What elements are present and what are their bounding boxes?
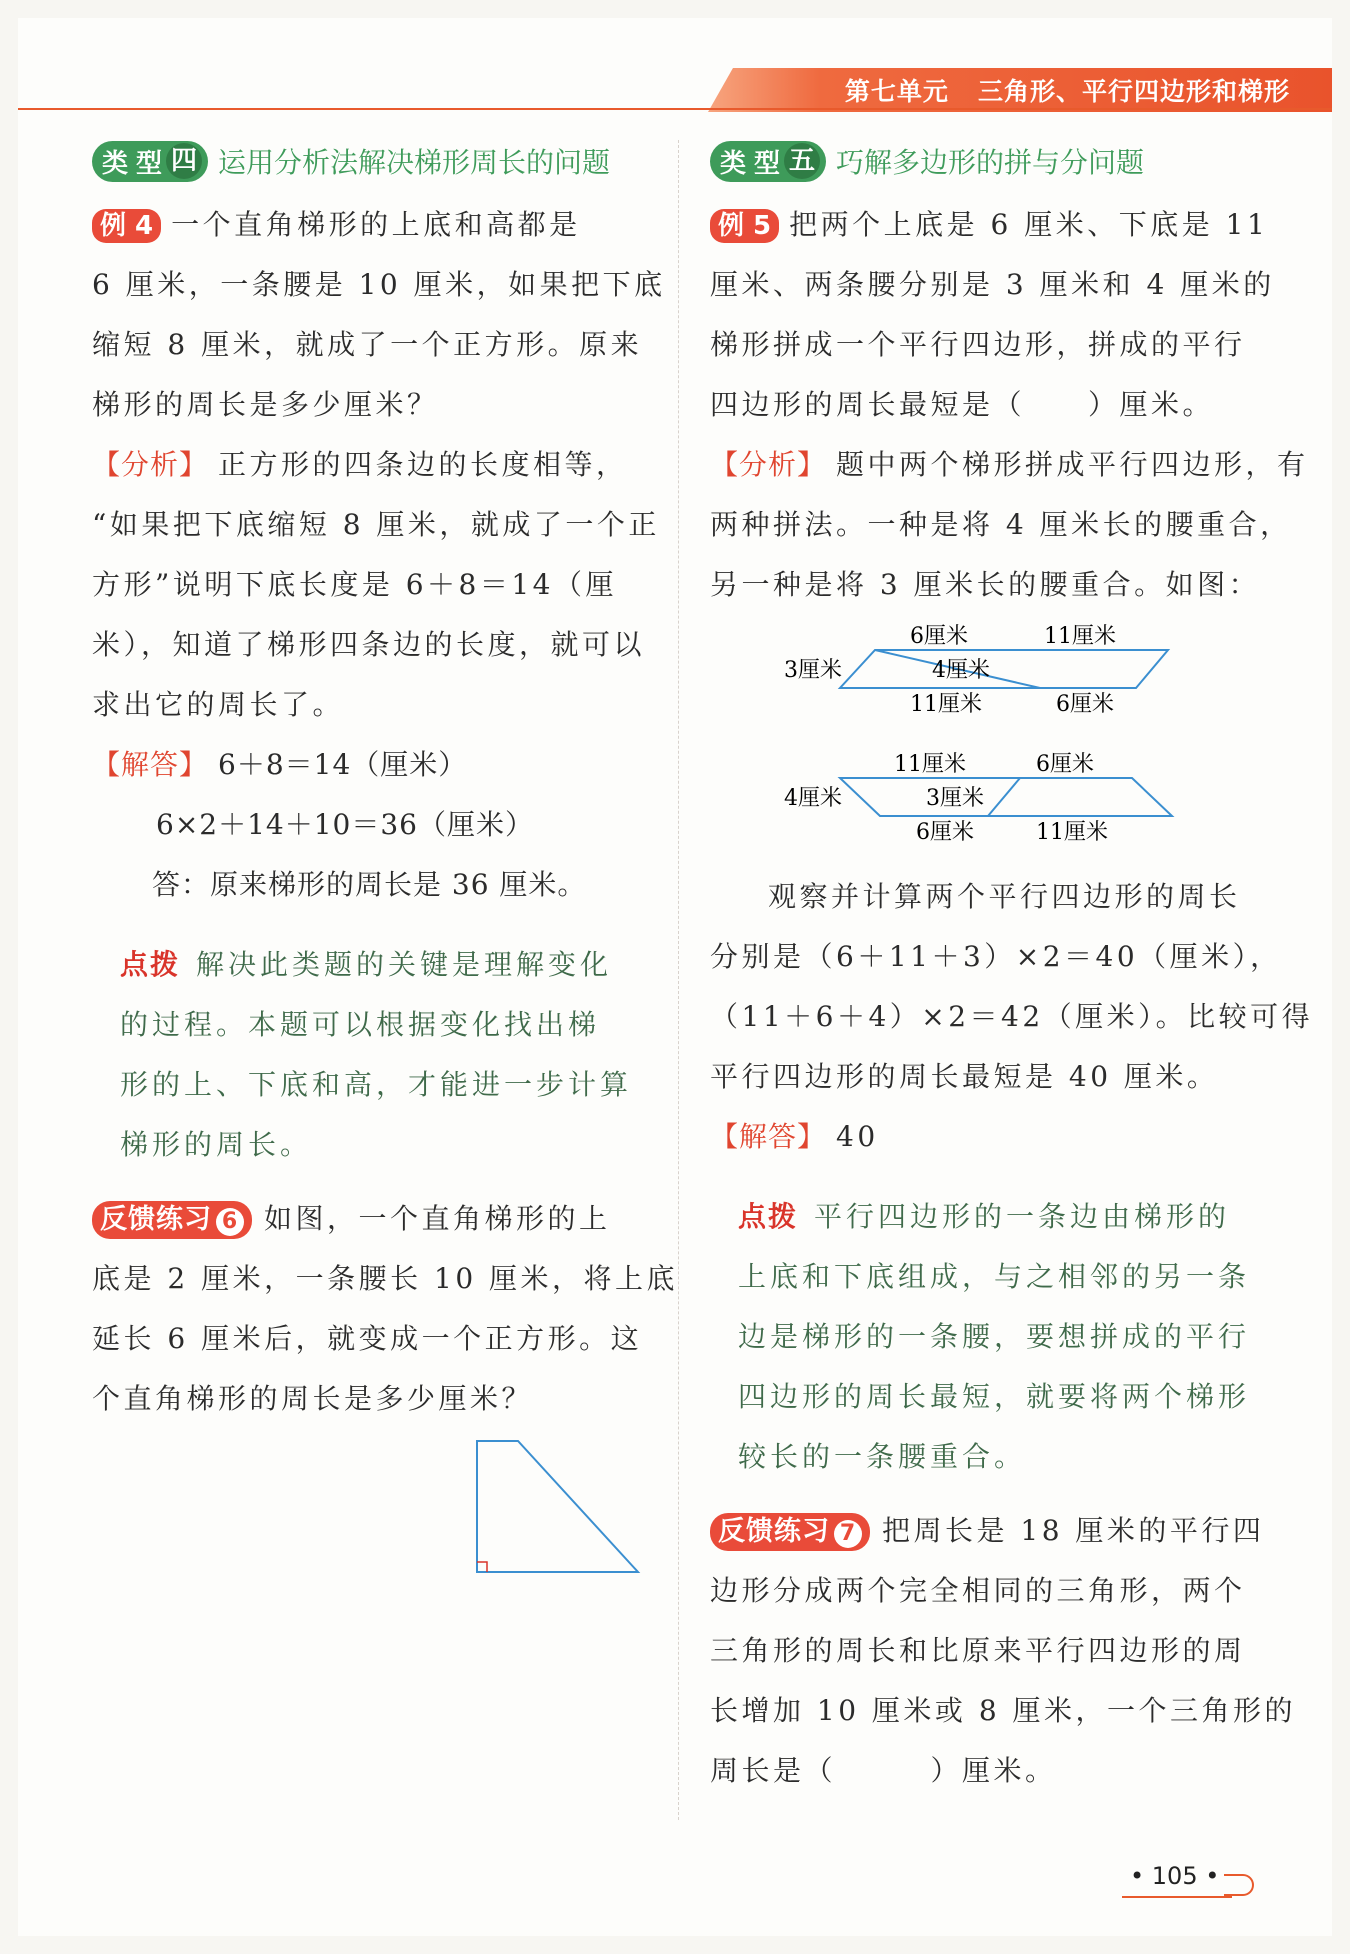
fig1-label-top-left: 6厘米 bbox=[910, 624, 968, 649]
type-title-4 bbox=[92, 135, 652, 187]
fig1-label-left: 3厘米 bbox=[784, 658, 842, 683]
chapter-title: 三角形、平行四边形和梯形 bbox=[977, 77, 1290, 106]
type-title-5 bbox=[710, 135, 1270, 187]
parallelogram-figure-2 bbox=[784, 752, 1172, 845]
fig1-label-bottom-left: 11厘米 bbox=[910, 692, 982, 717]
answer-tag: 【解答】 bbox=[710, 1120, 827, 1153]
unit-label: 第七单元 bbox=[844, 77, 949, 106]
example-5: 例 5 把两个上底是 6 厘米、下底是 11 厘米、两条腰分别是 3 厘米和 4 厘米的 梯形拼成一个平行四边形，拼成的平行 四边形的周长最短是（ ）厘米。 bbox=[710, 208, 1275, 421]
type-title-text: 巧解多边形的拼与分问题 bbox=[836, 146, 1145, 179]
feedback-tag: 反馈练习 7 bbox=[710, 1513, 870, 1551]
fig2-label-top-right: 6厘米 bbox=[1036, 752, 1094, 777]
parallelogram-figures bbox=[710, 615, 1270, 905]
answer-tag: 【解答】 bbox=[92, 748, 209, 781]
feedback-tag: 反馈练习 6 bbox=[92, 1201, 252, 1239]
fig2-label-left: 4厘米 bbox=[784, 786, 842, 811]
type-pill: 类 型 四 bbox=[92, 141, 208, 182]
tip-4: 点拨 解决此类题的关键是理解变化 的过程。本题可以根据变化找出梯 形的上、下底和高，才能进一步计算 梯形的周长。 bbox=[120, 948, 633, 1161]
answer-value: 40 bbox=[836, 1120, 879, 1153]
tip-tag: 点拨 bbox=[738, 1200, 799, 1233]
page-number-hook bbox=[1224, 1874, 1254, 1896]
analysis-tag: 【分析】 bbox=[710, 448, 827, 481]
type-title-text: 运用分析法解决梯形周长的问题 bbox=[218, 146, 611, 179]
right-angle-mark bbox=[477, 1562, 487, 1572]
fig2-label-bottom-left: 6厘米 bbox=[916, 820, 974, 845]
trapezoid-shape bbox=[477, 1441, 638, 1572]
fig2-label-middle: 3厘米 bbox=[926, 786, 984, 811]
fig1-label-bottom-right: 6厘米 bbox=[1056, 692, 1114, 717]
tip-tag: 点拨 bbox=[120, 948, 181, 981]
right-column bbox=[710, 135, 1314, 1801]
header-title bbox=[845, 72, 1290, 108]
page-number: • 105 • bbox=[1130, 1862, 1220, 1890]
example-tag: 例 4 bbox=[92, 209, 161, 243]
fig1-label-top-right: 11厘米 bbox=[1044, 624, 1116, 649]
type-pill: 类 型 五 bbox=[710, 141, 826, 182]
feedback-7: 反馈练习 7 把周长是 18 厘米的平行四 边形分成两个完全相同的三角形，两个 三角形的周长和比原来平行四边形的周 长增加 10 厘米或 8 厘米，一个三角形的 周长是（ ）厘米。 bbox=[710, 1514, 1297, 1787]
analysis-tag: 【分析】 bbox=[92, 448, 209, 481]
fig1-label-middle: 4厘米 bbox=[932, 658, 990, 683]
parallelogram-figure-1 bbox=[784, 624, 1168, 717]
right-trapezoid-figure bbox=[92, 1429, 652, 1619]
observation: 观察并计算两个平行四边形的周长 分别是（6＋11＋3）×2＝40（厘米）， （11＋6＋4）×2＝42（厘米）。比较可得 平行四边形的周长最短是 40 厘米。 bbox=[710, 880, 1314, 1093]
fig2-label-bottom-right: 11厘米 bbox=[1036, 820, 1108, 845]
feedback-6: 反馈练习 6 如图，一个直角梯形的上 底是 2 厘米，一条腰长 10 厘米，将上底 延长 6 厘米后，就变成一个正方形。这 个直角梯形的周长是多少厘米？ bbox=[92, 1202, 679, 1415]
tip-5: 点拨 平行四边形的一条边由梯形的 上底和下底组成，与之相邻的另一条 边是梯形的一条腰，要想拼成的平行 四边形的周长最短，就要将两个梯形 较长的一条腰重合。 bbox=[738, 1200, 1251, 1473]
analysis-5: 【分析】 题中两个梯形拼成平行四边形，有 两种拼法。一种是将 4 厘米长的腰重合， 另一种是将 3 厘米长的腰重合。如图： bbox=[710, 448, 1309, 601]
analysis-4: 【分析】 正方形的四条边的长度相等， “如果把下底缩短 8 厘米，就成了一个正 方形”说明下底长度是 6＋8＝14（厘 米），知道了梯形四条边的长度，就可以 求出它的周长了。 bbox=[92, 448, 660, 721]
page-number-rule bbox=[1122, 1896, 1232, 1898]
example-tag: 例 5 bbox=[710, 209, 779, 243]
column-divider bbox=[678, 140, 679, 1820]
header-rule bbox=[18, 108, 1332, 110]
left-column bbox=[92, 135, 679, 1619]
fig2-label-top-left: 11厘米 bbox=[894, 752, 966, 777]
example-4: 例 4 一个直角梯形的上底和高都是 6 厘米，一条腰是 10 厘米，如果把下底 缩短 8 厘米，就成了一个正方形。原来 梯形的周长是多少厘米？ bbox=[92, 208, 666, 421]
answer-5 bbox=[710, 1107, 1270, 1167]
answer-4: 【解答】 6＋8＝14（厘米） 6×2＋14＋10＝36（厘米） 答：原来梯形的周长是 36 厘米。 bbox=[92, 748, 587, 901]
